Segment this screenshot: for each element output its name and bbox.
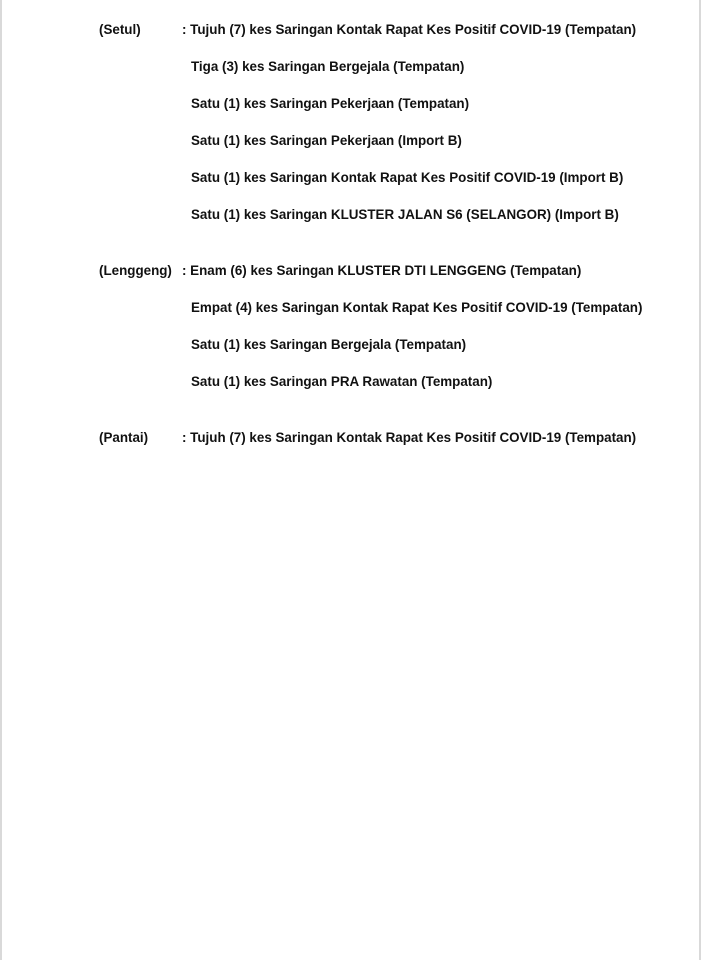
case-entry: Satu (1) kes Saringan Pekerjaan (Import B) — [191, 133, 462, 148]
case-entry: Satu (1) kes Saringan KLUSTER JALAN S6 (SELANGOR) (Import B) — [191, 207, 619, 222]
case-entry: Satu (1) kes Saringan PRA Rawatan (Tempatan) — [191, 374, 493, 389]
case-entry: Empat (4) kes Saringan Kontak Rapat Kes Positif COVID-19 (Tempatan) — [191, 300, 643, 315]
case-entry: : Tujuh (7) kes Saringan Kontak Rapat Kes Positif COVID-19 (Tempatan) — [182, 430, 637, 445]
case-entry: : Tujuh (7) kes Saringan Kontak Rapat Kes Positif COVID-19 (Tempatan) — [182, 22, 637, 37]
area-label-setul: (Setul) — [99, 22, 141, 37]
case-entry: Satu (1) kes Saringan Kontak Rapat Kes Positif COVID-19 (Import B) — [191, 170, 624, 185]
case-entry: Tiga (3) kes Saringan Bergejala (Tempatan) — [191, 59, 465, 74]
area-label-pantai: (Pantai) — [99, 430, 149, 445]
case-entry: Satu (1) kes Saringan Pekerjaan (Tempatan) — [191, 96, 470, 111]
case-entry: : Enam (6) kes Saringan KLUSTER DTI LENGGENG (Tempatan) — [182, 263, 582, 278]
area-label-lenggeng: (Lenggeng) — [99, 263, 172, 278]
case-entry: Satu (1) kes Saringan Bergejala (Tempatan) — [191, 337, 467, 352]
